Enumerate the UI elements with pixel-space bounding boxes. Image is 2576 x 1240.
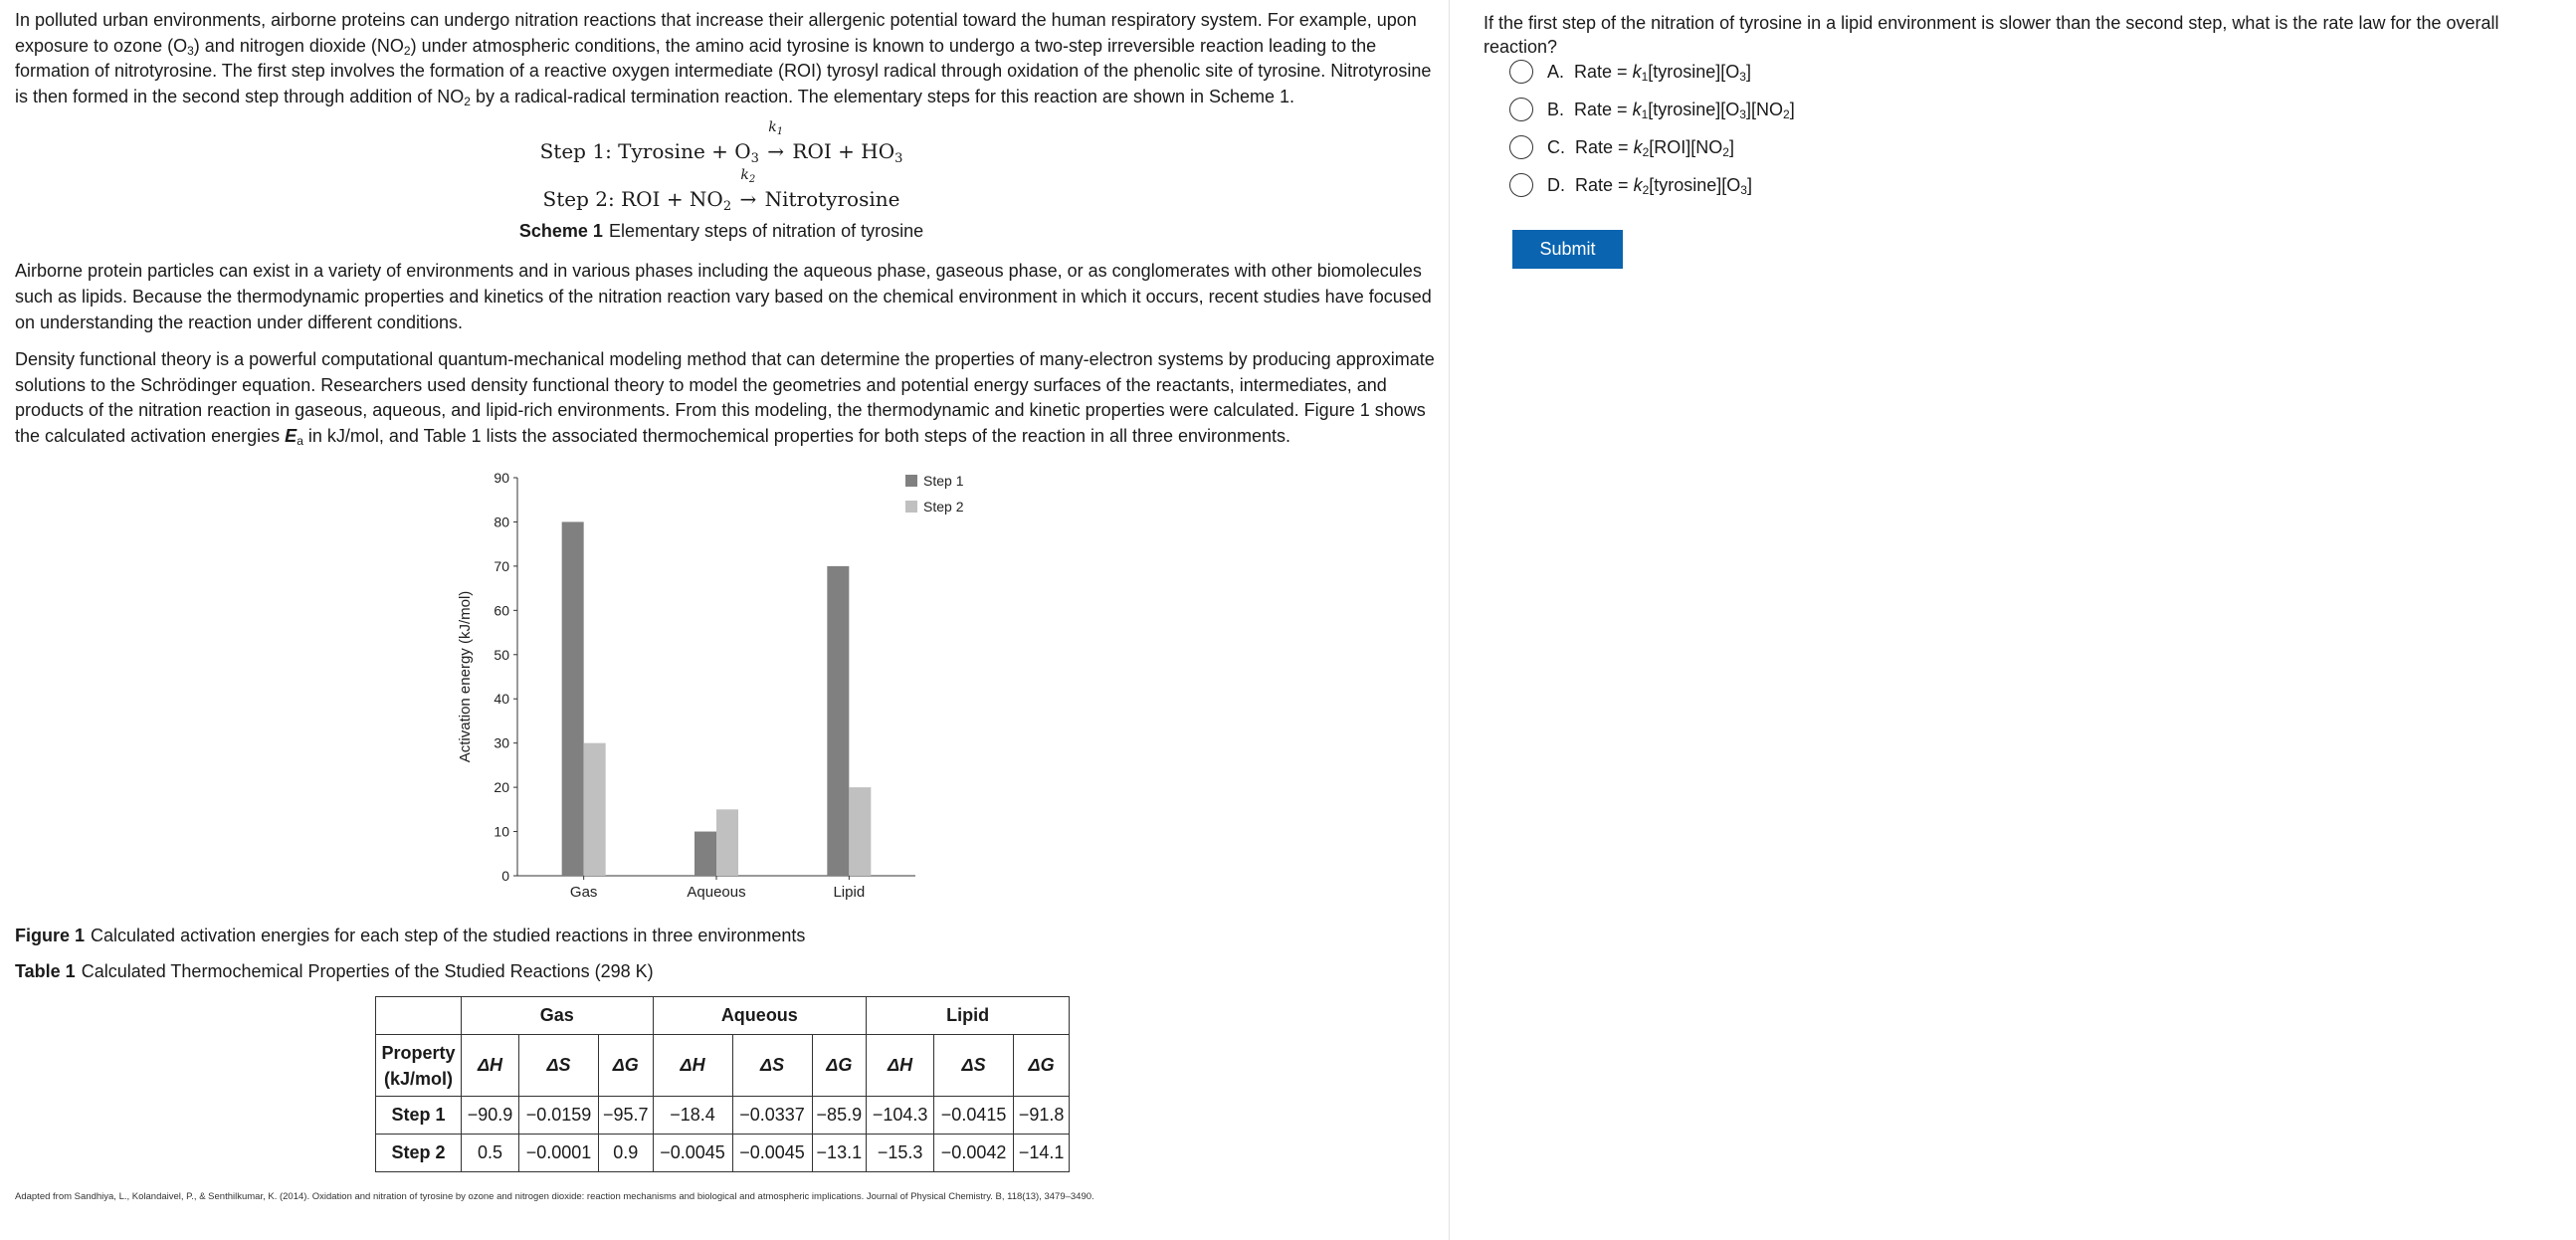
choice-k: k (1633, 136, 1643, 157)
table-row (376, 1135, 1070, 1172)
arrow-glyph: → (767, 139, 785, 164)
step2-lead: Step 2: ROI + NO (542, 187, 723, 212)
table-corner-cell (376, 997, 462, 1035)
choice-k: k (1632, 61, 1642, 82)
choice-k: k (1632, 99, 1642, 119)
choice-k-sub: 2 (1642, 144, 1650, 159)
subheader-cell: ΔG (1014, 1035, 1070, 1097)
choice-part: ] (1745, 99, 1751, 119)
y-tick-label: 80 (494, 514, 509, 530)
choice-part-sub: 3 (1739, 69, 1746, 84)
property-header (376, 1035, 462, 1097)
y-tick-label: 90 (494, 470, 509, 486)
legend-swatch-step-1 (905, 475, 917, 487)
step2-tail: Nitrotyrosine (758, 187, 900, 212)
x-tick-label: Gas (569, 884, 598, 901)
choice-part: ] (1745, 61, 1751, 82)
table-cell: 0.5 (462, 1135, 519, 1172)
p1-text-d: by a radical-radical termination reaction. The elementary steps for this reaction are shown in Scheme 1. (470, 86, 1295, 106)
radio-button-a[interactable] (1509, 60, 1533, 84)
group-header-lipid: Lipid (867, 997, 1070, 1035)
subheader-cell: ΔG (599, 1035, 654, 1097)
choice-part: ] (1789, 99, 1795, 119)
activation-energy-bar-chart (448, 468, 985, 906)
table-cell: −104.3 (867, 1097, 934, 1135)
ea-symbol: E (285, 425, 297, 446)
question-text: If the first step of the nitration of tyrosine in a lipid environment is slower than the second step, what is the rate law for the overall reaction? (1484, 13, 2499, 57)
choice-d[interactable] (1509, 172, 1752, 198)
row-label-step-2: Step 2 (376, 1135, 462, 1172)
table-cell: −90.9 (462, 1097, 519, 1135)
passage-paragraph-1 (15, 8, 1435, 109)
y-tick-label: 10 (494, 823, 509, 840)
bar-step-1-gas (562, 521, 584, 876)
subheader-cell: ΔG (812, 1035, 867, 1097)
choice-a-text (1547, 62, 1751, 83)
choice-letter: D. (1547, 174, 1565, 195)
y-axis-label: Activation energy (kJ/mol) (457, 590, 474, 763)
choice-part: [tyrosine][O (1649, 174, 1741, 195)
choice-letter: B. (1547, 99, 1565, 119)
y-tick-label: 40 (494, 691, 509, 708)
choice-b-text (1547, 100, 1795, 120)
radio-button-c[interactable] (1509, 135, 1533, 159)
p1-sub-a: 3 (187, 43, 194, 58)
table-cell: 0.9 (599, 1135, 654, 1172)
submit-button[interactable]: Submit (1512, 230, 1623, 269)
subheader-cell: ΔS (519, 1035, 599, 1097)
y-tick-label: 20 (494, 779, 509, 796)
bar-step-2-gas (584, 743, 606, 876)
choice-d-text (1547, 175, 1752, 196)
rate-constant-k2 (740, 167, 756, 186)
step1-lead: Step 1: Tyrosine + O (539, 139, 751, 164)
arrow-glyph: → (739, 187, 757, 212)
p1-text-c: ) under atmospheric conditions, the amino acid tyrosine is known to undergo a two-step irreversible reaction leading to the formation of nitrotyrosine. The first step involves the formation of a reactive oxygen intermediate (ROI) tyrosyl radical through oxidation of the phenolic site of tyrosine. Nitrotyrosine is then formed in the second step through addition of NO (15, 35, 1432, 106)
choice-k-sub: 1 (1641, 106, 1649, 121)
choice-pre: Rate = (1574, 99, 1633, 119)
choice-c-text (1547, 137, 1734, 158)
choice-part-sub: 2 (1722, 144, 1729, 159)
choice-part: [NO (1751, 99, 1784, 119)
row-label-step-1: Step 1 (376, 1097, 462, 1135)
x-tick-label: Lipid (833, 884, 866, 901)
legend-label-step-2: Step 2 (923, 499, 964, 515)
radio-button-b[interactable] (1509, 98, 1533, 121)
table-caption-label: Table 1 (15, 961, 76, 981)
citation: Adapted from Sandhiya, L., Kolandaivel, P., & Senthilkumar, K. (2014). Oxidation and nitration of tyrosine by ozone and nitrogen dioxide: reaction mechanisms and biological and atmospheric implications. Journal of Physical Chemistry. B, 118(13), 3479–3490. (15, 1191, 1094, 1202)
choice-part: ] (1746, 174, 1752, 195)
y-tick-label: 30 (494, 734, 509, 751)
choice-letter: A. (1547, 61, 1565, 82)
table-row (376, 1097, 1070, 1135)
table-cell: −95.7 (599, 1097, 654, 1135)
question-pane (1450, 0, 2576, 1240)
choice-k-sub: 1 (1641, 69, 1649, 84)
p1-text-a: In polluted urban environments, airborne proteins can undergo nitration reactions that increase their allergenic potential toward the human respiratory system. For example, upon exposure to ozone (O (15, 10, 1417, 56)
passage-paragraph-2: Airborne protein particles can exist in a variety of environments and in various phases including the aqueous phase, gaseous phase, or as conglomerates with other biomolecules such as lipids. Because the thermodynamic properties and kinetics of the nitration reaction vary based on the chemical environment in which it occurs, recent studies have focused on understanding the reaction under different conditions. (15, 261, 1432, 332)
step1-sub1: 3 (750, 151, 759, 167)
equation-step-2 (15, 169, 1428, 217)
subheader-cell: ΔH (653, 1035, 732, 1097)
bar-step-1-aqueous (694, 832, 716, 876)
group-header-gas: Gas (462, 997, 654, 1035)
y-tick-label: 0 (501, 868, 509, 884)
p3-text-b: in kJ/mol, and Table 1 lists the associated thermochemical properties for both steps of the reaction in all three environments. (302, 425, 1291, 446)
table-cell: −18.4 (653, 1097, 732, 1135)
table-cell: −0.0045 (732, 1135, 812, 1172)
choice-pre: Rate = (1575, 136, 1634, 157)
figure-caption-text: Calculated activation energies for each step of the studied reactions in three environments (91, 926, 806, 945)
k1-letter: k (768, 119, 777, 136)
legend-label-step-1: Step 1 (923, 473, 964, 489)
chart-layer (457, 470, 964, 901)
p1-text-b: ) and nitrogen dioxide (NO (193, 35, 404, 56)
legend-swatch-step-2 (905, 501, 917, 513)
x-tick-label: Aqueous (687, 884, 746, 901)
ea-sub: a (297, 433, 303, 448)
passage-paragraph-3 (15, 347, 1435, 449)
table-caption-text: Calculated Thermochemical Properties of the Studied Reactions (298 K) (81, 961, 654, 981)
table-cell: −0.0337 (732, 1097, 812, 1135)
scheme-caption (15, 219, 1428, 243)
table-cell: −91.8 (1014, 1097, 1070, 1135)
table-cell: −0.0001 (519, 1135, 599, 1172)
rate-constant-k1 (768, 119, 784, 138)
group-header-aqueous: Aqueous (653, 997, 867, 1035)
y-tick-label: 50 (494, 646, 509, 663)
choice-pre: Rate = (1575, 174, 1634, 195)
table-cell: −14.1 (1014, 1135, 1070, 1172)
choice-b[interactable] (1509, 97, 1795, 122)
step1-arrow (767, 119, 785, 164)
thermochemical-table (375, 996, 1070, 1172)
table-cell: −0.0159 (519, 1097, 599, 1135)
k2-letter: k (740, 167, 749, 184)
step2-arrow (739, 167, 757, 212)
k1-sub: 1 (776, 126, 784, 138)
choice-part: [ROI][NO (1649, 136, 1723, 157)
table-cell: −0.0045 (653, 1135, 732, 1172)
scheme-caption-text: Elementary steps of nitration of tyrosine (608, 221, 924, 242)
subheader-cell: ΔS (732, 1035, 812, 1097)
choice-part-sub: 3 (1740, 182, 1747, 197)
y-tick-label: 60 (494, 602, 509, 619)
choice-k-sub: 2 (1642, 182, 1650, 197)
property-label-1: Property (381, 1042, 456, 1063)
scheme-caption-label: Scheme 1 (518, 221, 603, 242)
k2-sub: 2 (748, 174, 756, 186)
table-cell: −15.3 (867, 1135, 934, 1172)
bar-step-1-lipid (827, 566, 849, 876)
table-cell: −0.0415 (934, 1097, 1014, 1135)
choice-k: k (1633, 174, 1643, 195)
table-cell: −85.9 (812, 1097, 867, 1135)
step1-sub2: 3 (894, 151, 903, 167)
equation-step-1 (15, 121, 1428, 169)
choice-part-sub: 2 (1783, 106, 1790, 121)
table-cell: −13.1 (812, 1135, 867, 1172)
subheader-cell: ΔH (867, 1035, 934, 1097)
subheader-cell: ΔH (462, 1035, 519, 1097)
choice-c[interactable] (1509, 134, 1734, 160)
p1-sub-b: 2 (403, 43, 411, 58)
table-caption (15, 959, 654, 983)
choice-pre: Rate = (1574, 61, 1633, 82)
y-tick-label: 70 (494, 557, 509, 574)
radio-button-d[interactable] (1509, 173, 1533, 197)
step1-tail: ROI + HO (786, 139, 895, 164)
choice-part: [tyrosine][O (1648, 99, 1740, 119)
choice-a[interactable] (1509, 59, 1751, 85)
table-subheader-row (376, 1035, 1070, 1097)
choice-part: [tyrosine][O (1648, 61, 1740, 82)
p1-sub-c: 2 (464, 94, 471, 108)
bar-step-2-lipid (849, 787, 871, 876)
figure-caption (15, 924, 805, 947)
choice-part: ] (1728, 136, 1734, 157)
choice-part-sub: 3 (1739, 106, 1746, 121)
figure-caption-label: Figure 1 (15, 926, 86, 945)
step2-sub1: 2 (722, 199, 732, 215)
table-cell: −0.0042 (934, 1135, 1014, 1172)
p3-text-a: Density functional theory is a powerful computational quantum-mechanical modeling method that can determine the properties of many-electron systems by producing approximate solutions to the Schrödinger equation. Researchers used density functional theory to model the geometries and potential energy surfaces of the reactants, intermediates, and products of the nitration reaction in gaseous, aqueous, and lipid-rich environments. From this modeling, the thermodynamic and kinetic properties were calculated. Figure 1 shows the calculated activation energies (15, 349, 1435, 446)
bar-step-2-aqueous (716, 809, 738, 876)
choice-letter: C. (1547, 136, 1565, 157)
table-group-header-row (376, 997, 1070, 1035)
subheader-cell: ΔS (934, 1035, 1014, 1097)
property-label-2: (kJ/mol) (383, 1068, 453, 1089)
